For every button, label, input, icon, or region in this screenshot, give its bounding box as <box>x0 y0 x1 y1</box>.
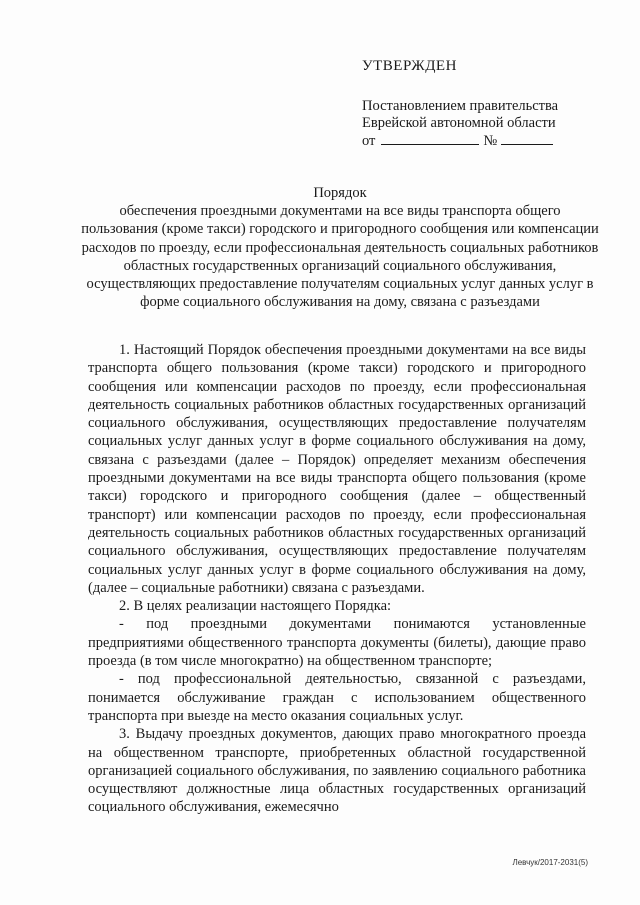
approval-number-blank <box>501 132 553 145</box>
approval-line-2: Еврейской автономной области <box>362 115 556 131</box>
approval-line-1: Постановлением правительства <box>362 98 559 114</box>
paragraph-2-item-1: - под проездными документами понимаются установленные предприятиями общественного транспорта документы (билеты), дающие право проезда (в том числе многократно) на общественном транспорте; <box>88 616 586 670</box>
document-title-block <box>80 184 600 311</box>
paragraph-3: 3. Выдачу проездных документов, дающих право многократного проезда на общественном транспорте, приобретенных областной государственной организацией социального обслуживания, по заявлению социального работника осуществляют должностные лица областных государственных организаций социального обслуживания, ежемесячно <box>88 726 586 816</box>
approval-number-label: № <box>483 133 498 149</box>
approval-stamp-heading: УТВЕРЖДЕН <box>362 58 457 74</box>
paragraph-1: 1. Настоящий Порядок обеспечения проездными документами на все виды транспорта общего пользования (кроме такси) городского и пригородного сообщения или компенсации расходов по проезду, если профессиональная деятельность социальных работников областных государственных организаций социального обслуживания, осуществляющих предоставление получателям социальных услуг данных услуг в форме социального обслуживания на дому, связана с разъездами (далее – Порядок) определяет механизм обеспечения проездными документами на все виды транспорта общего пользования (кроме такси) городского и пригородного сообщения (далее – общественный транспорт) или компенсации расходов по проезду, если профессиональная деятельность социальных работников областных государственных организаций социального обслуживания, осуществляющих предоставление получателям социальных услуг данных услуг в форме социального обслуживания на дому, (далее – социальные работники) связана с разъездами. <box>88 342 586 596</box>
approval-date-blank <box>381 132 479 145</box>
document-title: Порядок <box>313 185 367 201</box>
document-code: Левчук/2017-2031(5) <box>512 858 588 867</box>
approval-block <box>362 58 602 150</box>
document-subtitle: обеспечения проездными документами на все виды транспорта общего пользования (кроме такси) городского и пригородного сообщения или компенсации расходов по проезду, если профессиональная деятельность социальных работников областных государственных организаций социального обслуживания, осуществляющих предоставление получателям социальных услуг данных услуг в форме социального обслуживания на дому, связана с разъездами <box>81 203 599 311</box>
paragraph-2: 2. В целях реализации настоящего Порядка: <box>119 598 392 615</box>
paragraph-2-item-2: - под профессиональной деятельностью, связанной с разъездами, понимается обслуживание граждан с использованием общественного транспорта при выезде на место оказания социальных услуг. <box>88 671 586 724</box>
approval-date-number-line <box>362 132 602 150</box>
approval-from-label: от <box>362 133 376 149</box>
document-body <box>88 341 586 817</box>
